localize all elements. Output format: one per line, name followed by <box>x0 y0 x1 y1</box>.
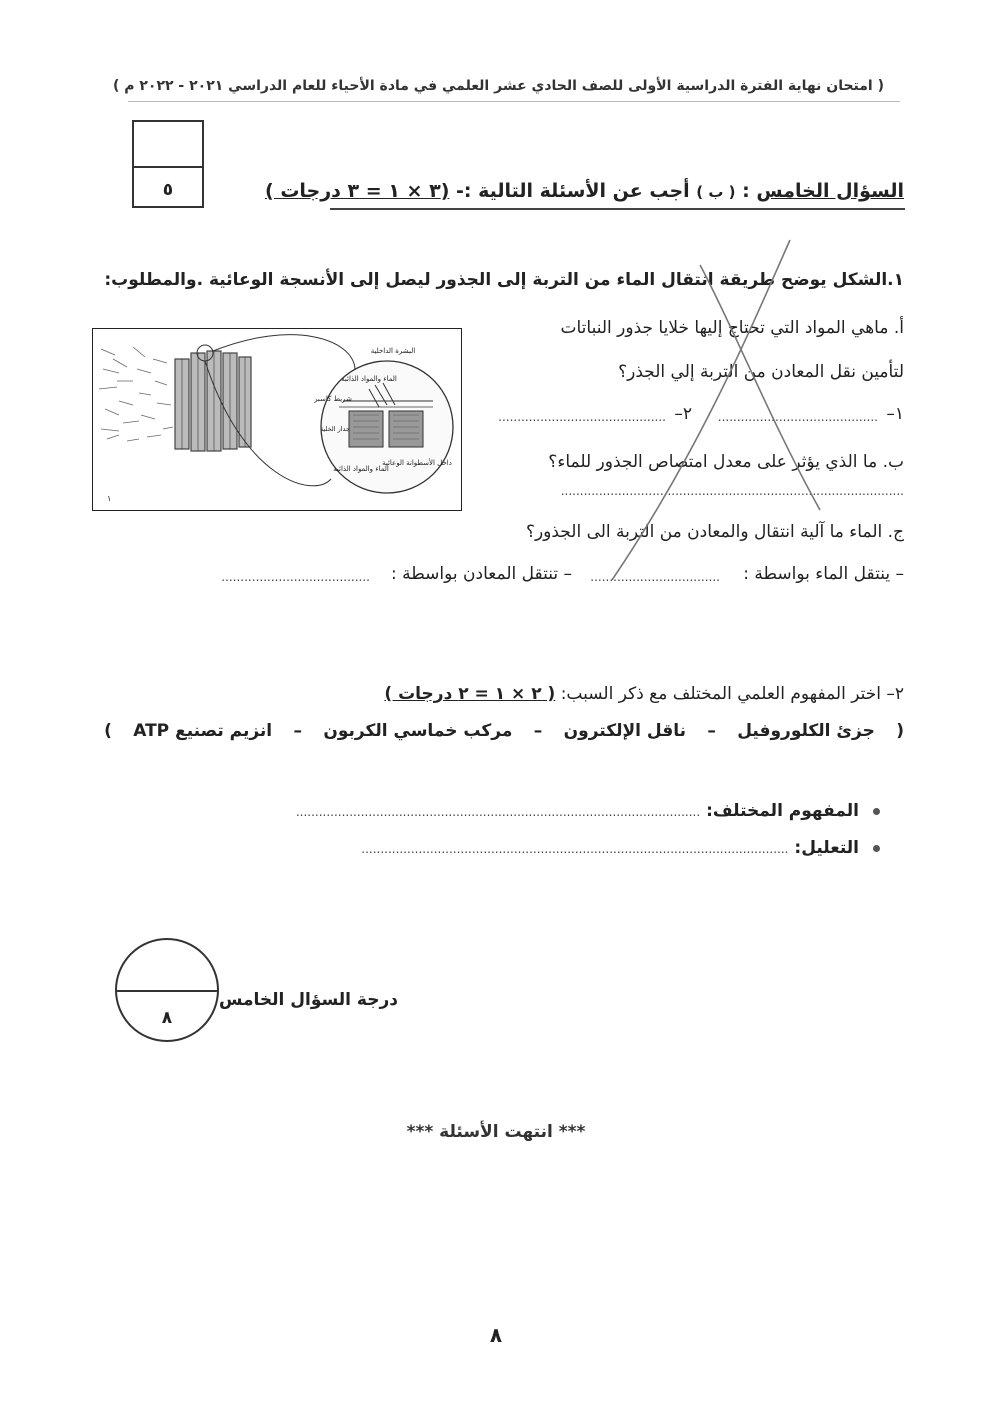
question-five-underline <box>330 208 905 210</box>
q2-choice-electron-carrier: ناقل الإلكترون <box>563 721 686 741</box>
figure-label-casparian-strip: شريط كاسبر <box>314 395 352 403</box>
q2-different-label: المفهوم المختلف: <box>706 801 859 821</box>
total-score-label: درجة السؤال الخامس <box>218 990 398 1010</box>
q2-reason-row <box>361 838 880 858</box>
q2-separator: – <box>707 721 716 741</box>
bullet-icon <box>873 808 880 815</box>
q2-separator: – <box>533 721 543 741</box>
q1-a-line2: لتأمين نقل المعادن من التربة إلي الجذر؟ <box>618 362 904 382</box>
q1-a-line1: أ. ماهي المواد التي تحتاج إليها خلايا جذور النباتات <box>560 318 904 338</box>
figure-label-cell-wall: جدار الخلية <box>319 425 351 433</box>
q2-open-paren: ( <box>896 721 904 741</box>
q1-a-answer1-label: ١– <box>886 404 904 424</box>
question-five-part: ( ب ) <box>696 183 736 201</box>
figure-label-endodermis: البشرة الداخلية <box>370 347 416 355</box>
q2-choice-atp-synthase: انزيم تصنيع ATP <box>133 721 273 741</box>
total-score-divider <box>117 990 217 992</box>
q1-b-question: ب. ما الذي يؤثر على معدل امتصاص الجذور للماء؟ <box>548 452 904 472</box>
q1-a-answer2-dots: ............................................ <box>498 410 666 424</box>
q2-close-paren: ) <box>104 721 112 741</box>
q1-c-question: ج. الماء ما آلية انتقال والمعادن من التربة الى الجذور؟ <box>525 522 904 542</box>
q1-b-dots: .......................................................................................... <box>560 484 904 498</box>
q2-different-dots: .......................................................................................................... <box>295 805 701 819</box>
q1-c-water-dots: .................................. <box>590 570 720 584</box>
figure-label-water-solutes-bottom: الماء والمواد الذائبة <box>333 465 389 473</box>
q2-marks: ( ٢ × ١ = ٢ درجات ) <box>384 684 556 704</box>
page-number: ٨ <box>489 1323 503 1347</box>
q2-reason-dots: ................................................................................................................ <box>361 842 789 856</box>
q1-c-minerals-dots: ....................................... <box>221 570 370 584</box>
question-five-instruction: أجب عن الأسئلة التالية :- <box>456 180 690 202</box>
q2-different-row <box>296 801 880 821</box>
score-box-divider <box>134 166 202 168</box>
q1-a-answer1-dots: .......................................... <box>717 410 878 424</box>
end-of-questions: *** انتهت الأسئلة *** <box>406 1122 586 1142</box>
question-five-marks: (٣ × ١ = ٣ درجات ) <box>265 180 450 202</box>
root-water-transport-figure <box>92 328 462 511</box>
total-score-circle <box>115 938 219 1042</box>
q1-c-water-label: – ينتقل الماء بواسطة : <box>743 564 904 584</box>
question-five-title <box>265 180 904 202</box>
q2-reason-label: التعليل: <box>794 838 859 858</box>
q2-choices <box>104 721 904 741</box>
total-score-value: ٨ <box>161 1008 173 1028</box>
q2-separator: – <box>293 721 302 741</box>
q1-intro: ١.الشكل يوضح طريقة انتقال الماء من التربة إلى الجذور ليصل إلى الأنسجة الوعائية .والمطلوب: <box>104 270 904 290</box>
figure-label-water-solutes-top: الماء والمواد الذائبة <box>341 375 397 383</box>
q1-c-minerals-label: – تنتقل المعادن بواسطة : <box>390 564 572 584</box>
figure-corner-mark: ١ <box>107 494 112 503</box>
question-five-colon: : <box>742 180 750 202</box>
question-five-label: السؤال الخامس <box>756 180 904 202</box>
header-underline <box>128 101 900 102</box>
exam-header-title: ( امتحان نهاية الفترة الدراسية الأولى للصف الحادي عشر العلمي في مادة الأحياء للعام الدراسي ٢٠٢١ - ٢٠٢٢ م ) <box>112 78 884 94</box>
q2-choice-five-carbon: مركب خماسي الكربون <box>323 721 513 741</box>
q2-title <box>384 684 904 704</box>
q2-instruction: ٢– اختر المفهوم العلمي المختلف مع ذكر السبب: <box>560 684 904 704</box>
bullet-icon <box>873 845 880 852</box>
score-box-value: ٥ <box>162 180 174 200</box>
q1-a-answer2-label: ٢– <box>674 404 692 424</box>
root-cross-section-illustration <box>93 329 460 509</box>
figure-label-vascular-cylinder: داخل الأسطوانة الوعائية <box>382 459 452 467</box>
q2-choice-chlorophyll: جزئ الكلوروفيل <box>737 721 875 741</box>
question-score-box <box>132 120 204 208</box>
